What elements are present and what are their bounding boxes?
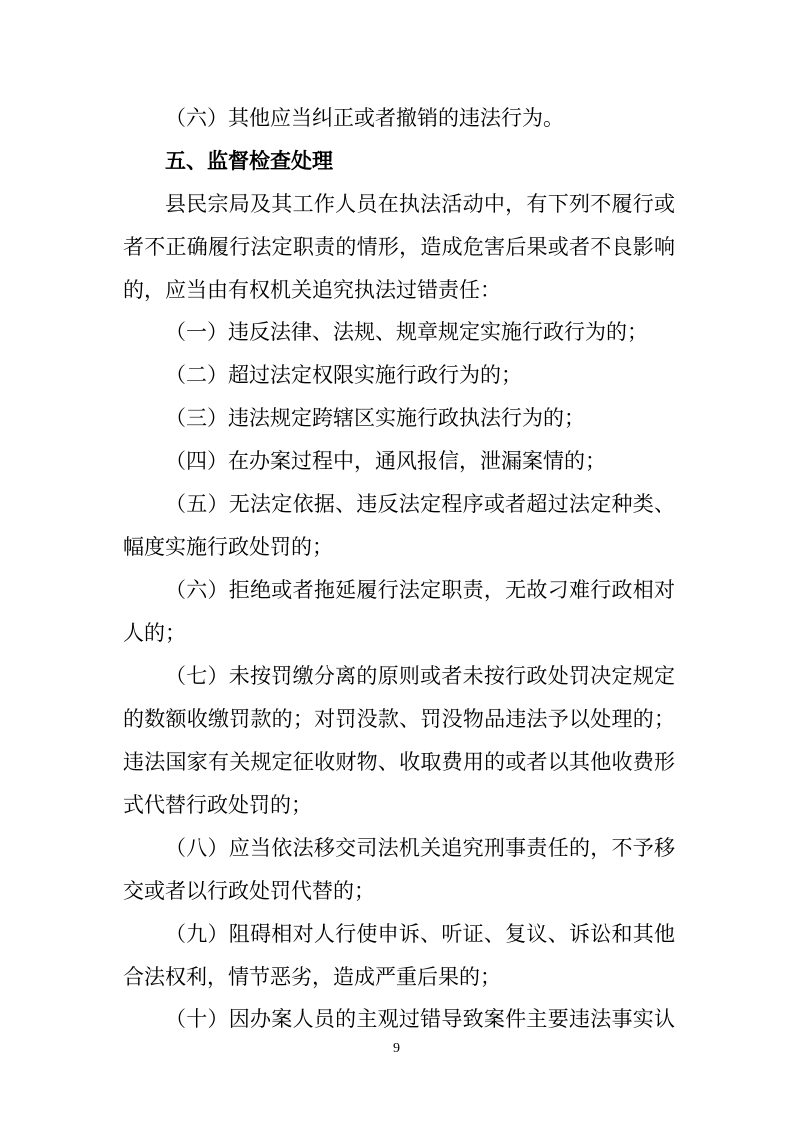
list-item-6-line-1: （六）拒绝或者拖延履行法定职责，无故刁难行政相对 bbox=[165, 578, 675, 602]
list-item-2: （二）超过法定权限实施行政行为的； bbox=[165, 363, 522, 387]
paragraph-line-intro-1: 县民宗局及其工作人员在执法活动中，有下列不履行或 bbox=[165, 192, 675, 216]
list-item-5-line-1: （五）无法定依据、违反法定程序或者超过法定种类、 bbox=[165, 492, 675, 516]
list-item-7-line-2: 的数额收缴罚款的；对罚没款、罚没物品违法予以处理的； bbox=[123, 707, 675, 731]
list-item-4: （四）在办案过程中，通风报信，泄漏案情的； bbox=[165, 449, 606, 473]
list-item-10-line-1: （十）因办案人员的主观过错导致案件主要违法事实认 bbox=[165, 1007, 675, 1031]
list-item-7-line-4: 式代替行政处罚的； bbox=[123, 793, 312, 817]
list-item-7-line-1: （七）未按罚缴分离的原则或者未按行政处罚决定规定 bbox=[165, 664, 675, 688]
paragraph-line-intro-3: 的，应当由有权机关追究执法过错责任： bbox=[123, 278, 501, 302]
list-item-8-line-2: 交或者以行政处罚代替的； bbox=[123, 879, 375, 903]
paragraph-line-intro-2: 者不正确履行法定职责的情形，造成危害后果或者不良影响 bbox=[123, 235, 675, 259]
paragraph-line-item-6-corrective: （六）其他应当纠正或者撤销的违法行为。 bbox=[165, 106, 564, 130]
list-item-8-line-1: （八）应当依法移交司法机关追究刑事责任的，不予移 bbox=[165, 836, 675, 860]
list-item-3: （三）违法规定跨辖区实施行政执法行为的； bbox=[165, 406, 585, 430]
list-item-1: （一）违反法律、法规、规章规定实施行政行为的； bbox=[165, 320, 648, 344]
list-item-9-line-1: （九）阻碍相对人行使申诉、听证、复议、诉讼和其他 bbox=[165, 922, 675, 946]
list-item-5-line-2: 幅度实施行政处罚的； bbox=[123, 535, 333, 559]
list-item-6-line-2: 人的； bbox=[123, 621, 186, 645]
list-item-7-line-3: 违法国家有关规定征收财物、收取费用的或者以其他收费形 bbox=[123, 750, 675, 774]
page-number: 9 bbox=[393, 1041, 400, 1056]
section-heading: 五、监督检查处理 bbox=[165, 149, 333, 173]
list-item-9-line-2: 合法权利，情节恶劣，造成严重后果的； bbox=[123, 965, 501, 989]
